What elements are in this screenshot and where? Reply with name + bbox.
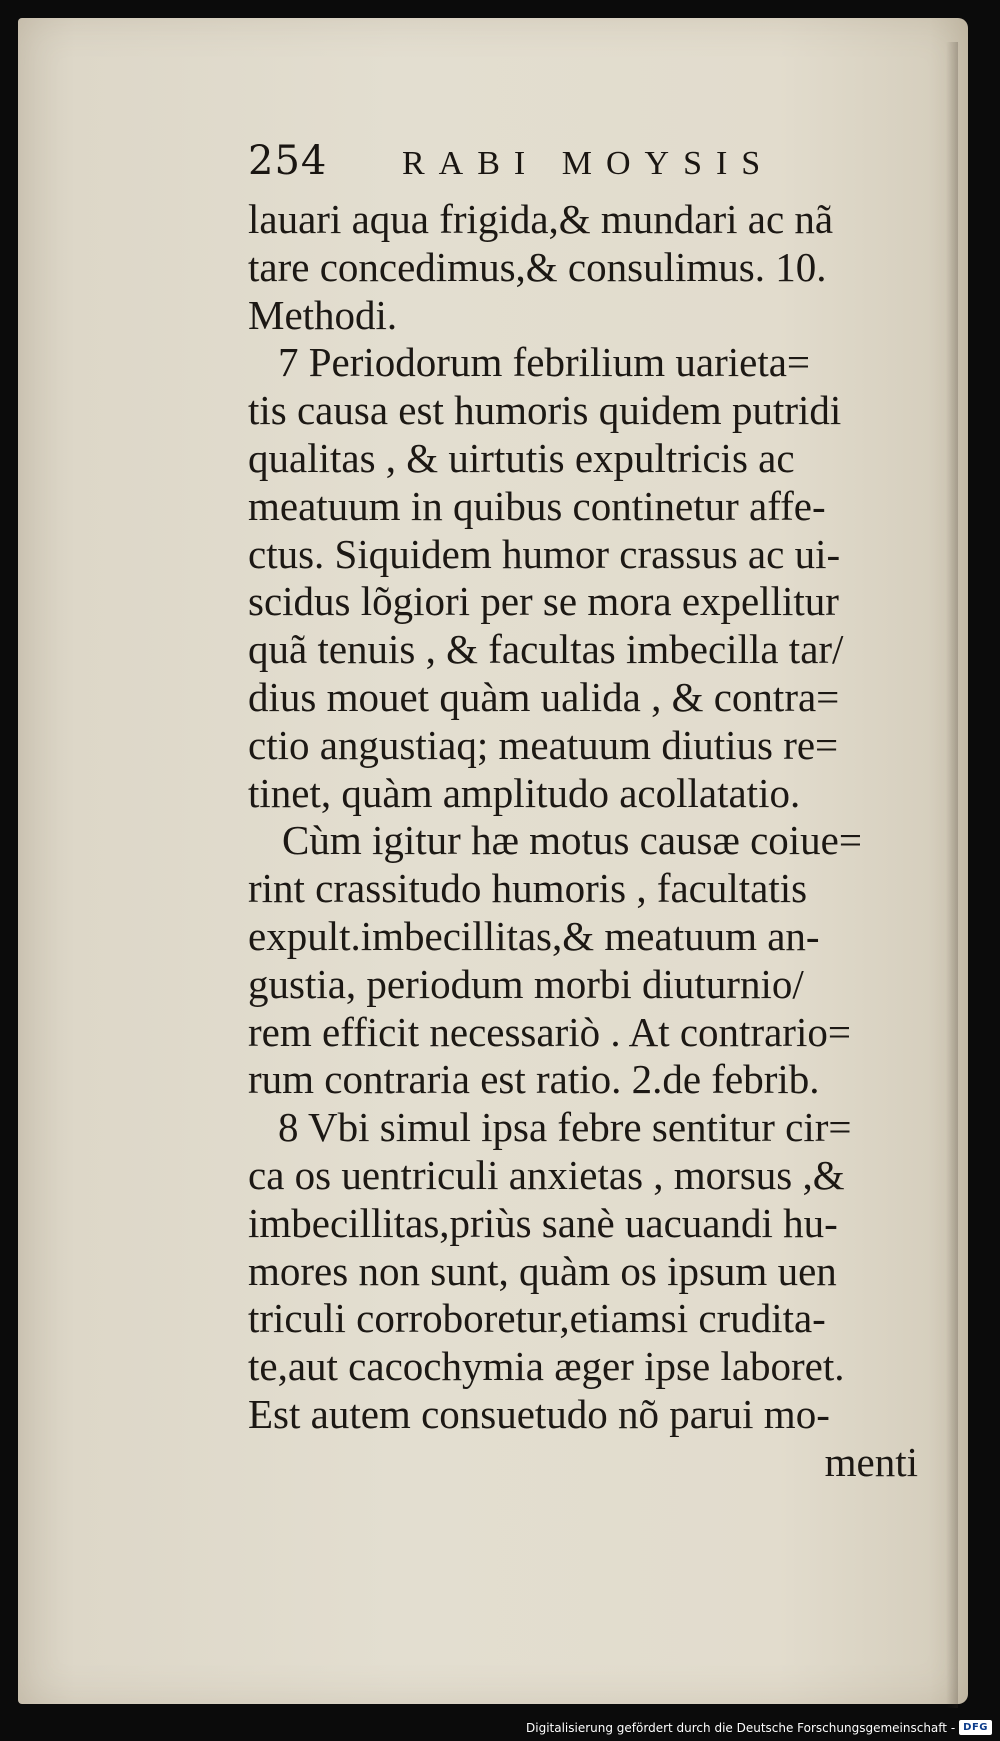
text-line: triculi corroboretur,etiamsi crudita-: [248, 1295, 826, 1342]
text-line: ca os uentriculi anxietas , morsus ,&: [248, 1151, 845, 1198]
text-line: ctus. Siquidem humor crassus ac ui-: [248, 530, 841, 577]
text-line: Cùm igitur hæ motus causæ coiue=: [282, 817, 863, 864]
text-line: tare concedimus,& consulimus. 10.: [248, 243, 827, 290]
body-text: [248, 196, 948, 1487]
text-line: 8 Vbi simul ipsa febre sentitur cir=: [278, 1104, 852, 1151]
text-line: Methodi.: [248, 291, 398, 338]
dfg-logo: DFG: [959, 1720, 992, 1735]
credit-text: Digitalisierung gefördert durch die Deutsche Forschungsgemeinschaft -: [526, 1720, 956, 1735]
text-line: tinet, quàm amplitudo acollatatio.: [248, 769, 801, 816]
catchword: menti: [824, 1438, 918, 1485]
page-number: 254: [248, 138, 328, 184]
text-line: lauari aqua frigida,& mundari ac nã: [248, 196, 834, 242]
text-line: 7 Periodorum febrilium uarieta=: [278, 339, 811, 386]
text-line: rum contraria est ratio. 2.de febrib.: [248, 1056, 820, 1103]
text-line: tis causa est humoris quidem putridi: [248, 387, 842, 434]
text-line: imbecillitas,priùs sanè uacuandi hu-: [248, 1199, 838, 1246]
digitization-credit: [526, 1720, 992, 1735]
text-line: meatuum in quibus continetur affe-: [248, 482, 826, 529]
text-line: rem efficit necessariò . At contrario=: [248, 1008, 851, 1055]
running-head: [248, 138, 788, 184]
text-line: qualitas , & uirtutis expultricis ac: [248, 434, 795, 481]
text-line: Est autem consuetudo nõ parui mo-: [248, 1390, 830, 1437]
text-line: te,aut cacochymia æger ipse laboret.: [248, 1343, 845, 1390]
running-head-title: RABI MOYSIS: [402, 145, 775, 182]
text-line: expult.imbecillitas,& meatuum an-: [248, 912, 820, 959]
text-line: quã tenuis , & facultas imbecilla tar/: [248, 626, 844, 673]
text-line: dius mouet quàm ualida , & contra=: [248, 673, 840, 720]
text-line: rint crassitudo humoris , facultatis: [248, 865, 808, 912]
text-line: scidus lõgiori per se mora expellitur: [248, 578, 839, 625]
text-line: ctio angustiaq; meatuum diutius re=: [248, 721, 839, 768]
text-line: gustia, periodum morbi diuturnio/: [248, 960, 804, 1007]
text-line: mores non sunt, quàm os ipsum uen: [248, 1247, 837, 1294]
